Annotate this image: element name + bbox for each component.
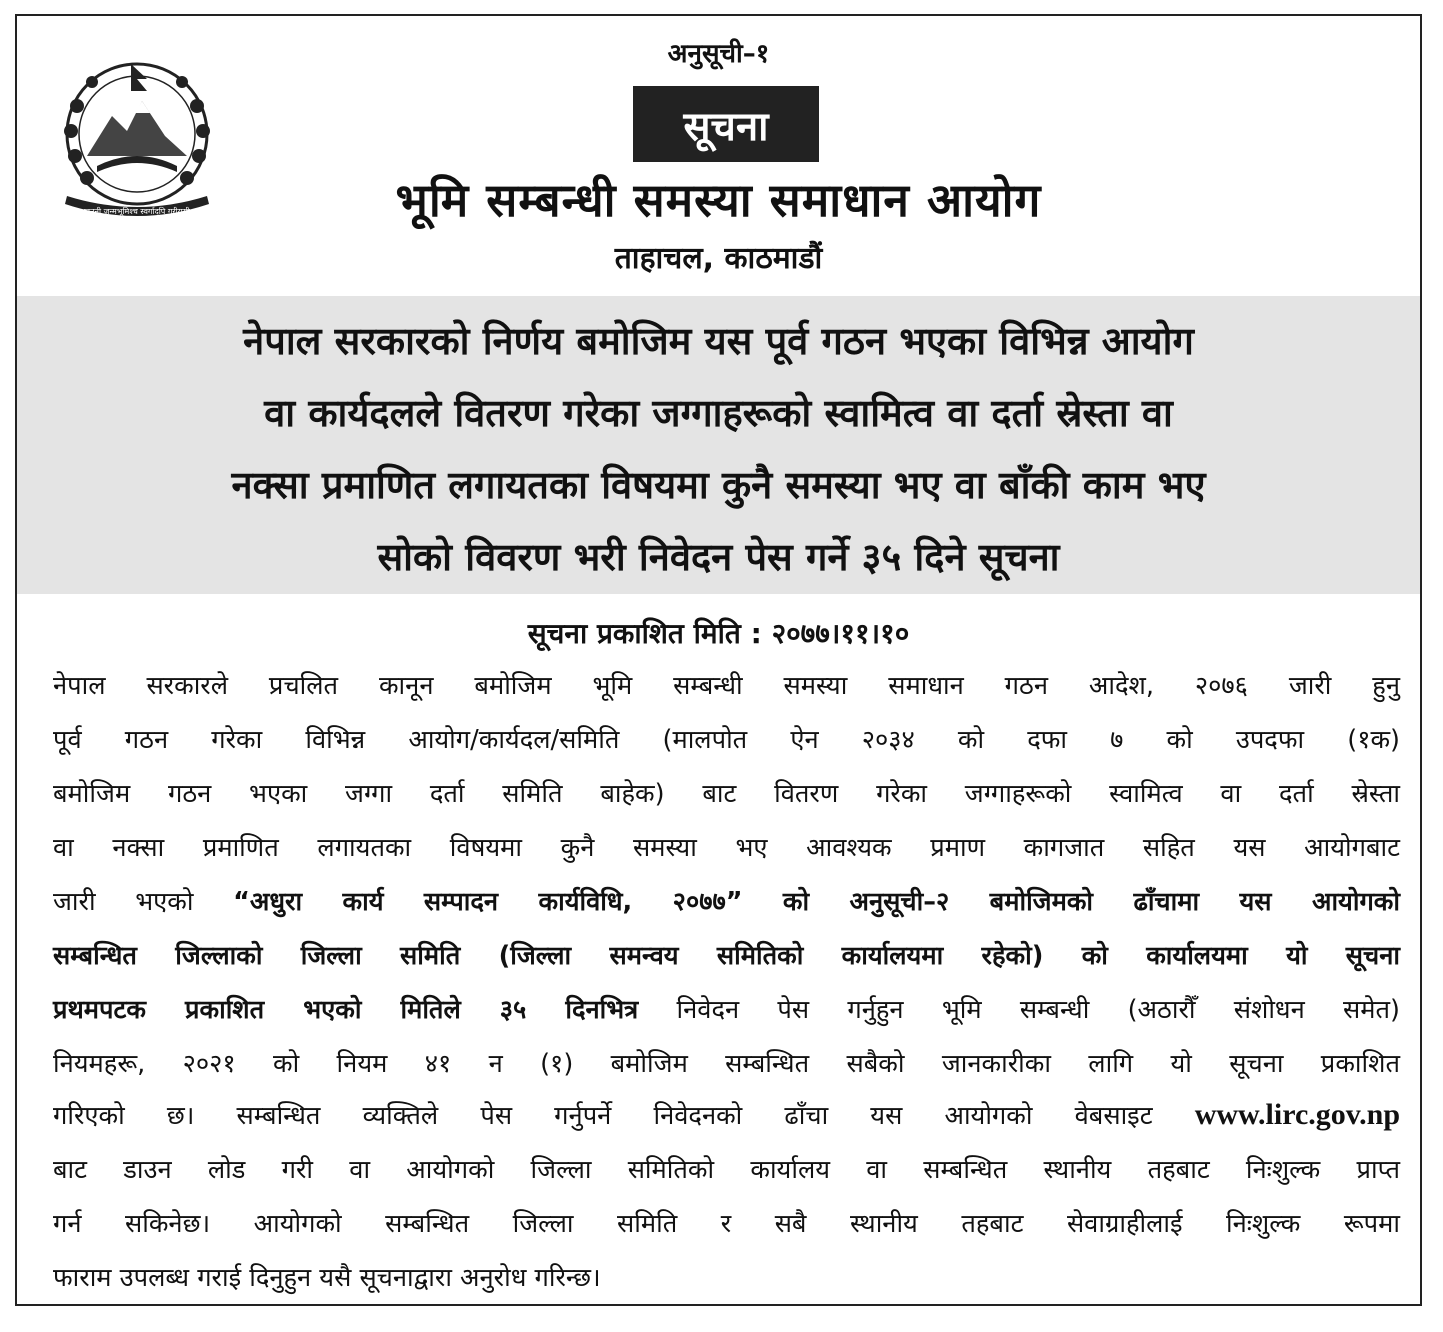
organization-address: ताहाचल, काठमाडौं <box>614 241 823 276</box>
publication-separator: : <box>750 617 762 650</box>
headline-line: वा कार्यदलले वितरण गरेका जग्गाहरूको स्वामित्व वा दर्ता स्रेस्ता वा <box>264 391 1173 435</box>
emblem-motto: जननी जन्मभूमिश्च स्वर्गादपि गरीयसी <box>84 207 190 216</box>
notice-badge: सूचना <box>633 86 819 162</box>
body-line <box>53 884 1400 918</box>
headline-line: सोको विवरण भरी निवेदन पेस गर्ने ३५ दिने सूचना <box>377 535 1060 579</box>
publication-label: सूचना प्रकाशित मिति <box>527 617 741 650</box>
body-text: निवेदन पेस गर्नुहुन भूमि सम्बन्धी (अठारौँ संशोधन समेत) <box>638 995 1400 1025</box>
headline-line: नेपाल सरकारको निर्णय बमोजिम यस पूर्व गठन भएका विभिन्न आयोग <box>243 319 1194 363</box>
headline-line: नक्सा प्रमाणित लगायतका विषयमा कुनै समस्या भए वा बाँकी काम भए <box>231 463 1206 507</box>
body-text: गरिएको छ। सम्बन्धित व्यक्तिले पेस गर्नुपर्ने निवेदनको ढाँचा यस आयोगको वेबसाइट <box>53 1101 1195 1131</box>
website-link[interactable]: www.lirc.gov.np <box>1194 1098 1400 1131</box>
schedule-label: अनुसूची–१ <box>667 39 770 69</box>
body-text-bold: प्रथमपटक प्रकाशित भएको मितिले ३५ दिनभित्र <box>53 995 639 1025</box>
body-text: जारी भएको <box>53 887 234 917</box>
body-line: पूर्व गठन गरेका विभिन्न आयोग/कार्यदल/समिति (मालपोत ऐन २०३४ को दफा ७ को उपदफा (१क) <box>53 725 1400 755</box>
body-line: वा नक्सा प्रमाणित लगायतका विषयमा कुनै समस्या भए आवश्यक प्रमाण कागजात सहित यस आयोगबाट <box>53 833 1400 863</box>
publication-date-value: २०७७।११।१० <box>771 617 910 650</box>
body-line: गर्न सकिनेछ। आयोगको सम्बन्धित जिल्ला समिति र सबै स्थानीय तहबाट सेवाग्राहीलाई निःशुल्क रूपमा <box>53 1209 1400 1239</box>
organization-name: भूमि सम्बन्धी समस्या समाधान आयोग <box>395 173 1042 227</box>
body-line: बमोजिम गठन भएका जग्गा दर्ता समिति बाहेक) बाट वितरण गरेका जग्गाहरूको स्वामित्व वा दर्ता स्रेस्ता <box>53 779 1400 809</box>
body-line: नेपाल सरकारले प्रचलित कानून बमोजिम भूमि सम्बन्धी समस्या समाधान गठन आदेश, २०७६ जारी हुनु <box>53 671 1400 701</box>
body-line: नियमहरू, २०२१ को नियम ४१ न (१) बमोजिम सम्बन्धित सबैको जानकारीका लागि यो सूचना प्रकाशित <box>53 1049 1400 1079</box>
body-line: फाराम उपलब्ध गराई दिनुहुन यसै सूचनाद्वारा अनुरोध गरिन्छ। <box>53 1263 601 1293</box>
body-text-bold: “अधुरा कार्य सम्पादन कार्यविधि, २०७७” को अनुसूची–२ बमोजिमको ढाँचामा यस आयोगको <box>233 887 1400 917</box>
notice-frame <box>15 14 1422 1306</box>
publication-date <box>17 614 1420 652</box>
headline-band <box>17 296 1420 594</box>
body-line: सम्बन्धित जिल्लाको जिल्ला समिति (जिल्ला समन्वय समितिको कार्यालयमा रहेको) को कार्यालयमा यो सूचना <box>53 941 1400 971</box>
body-line <box>53 992 1400 1026</box>
body-line: बाट डाउन लोड गरी वा आयोगको जिल्ला समितिको कार्यालय वा सम्बन्धित स्थानीय तहबाट निःशुल्क प्राप्त <box>53 1155 1400 1185</box>
body-line <box>53 1098 1400 1132</box>
